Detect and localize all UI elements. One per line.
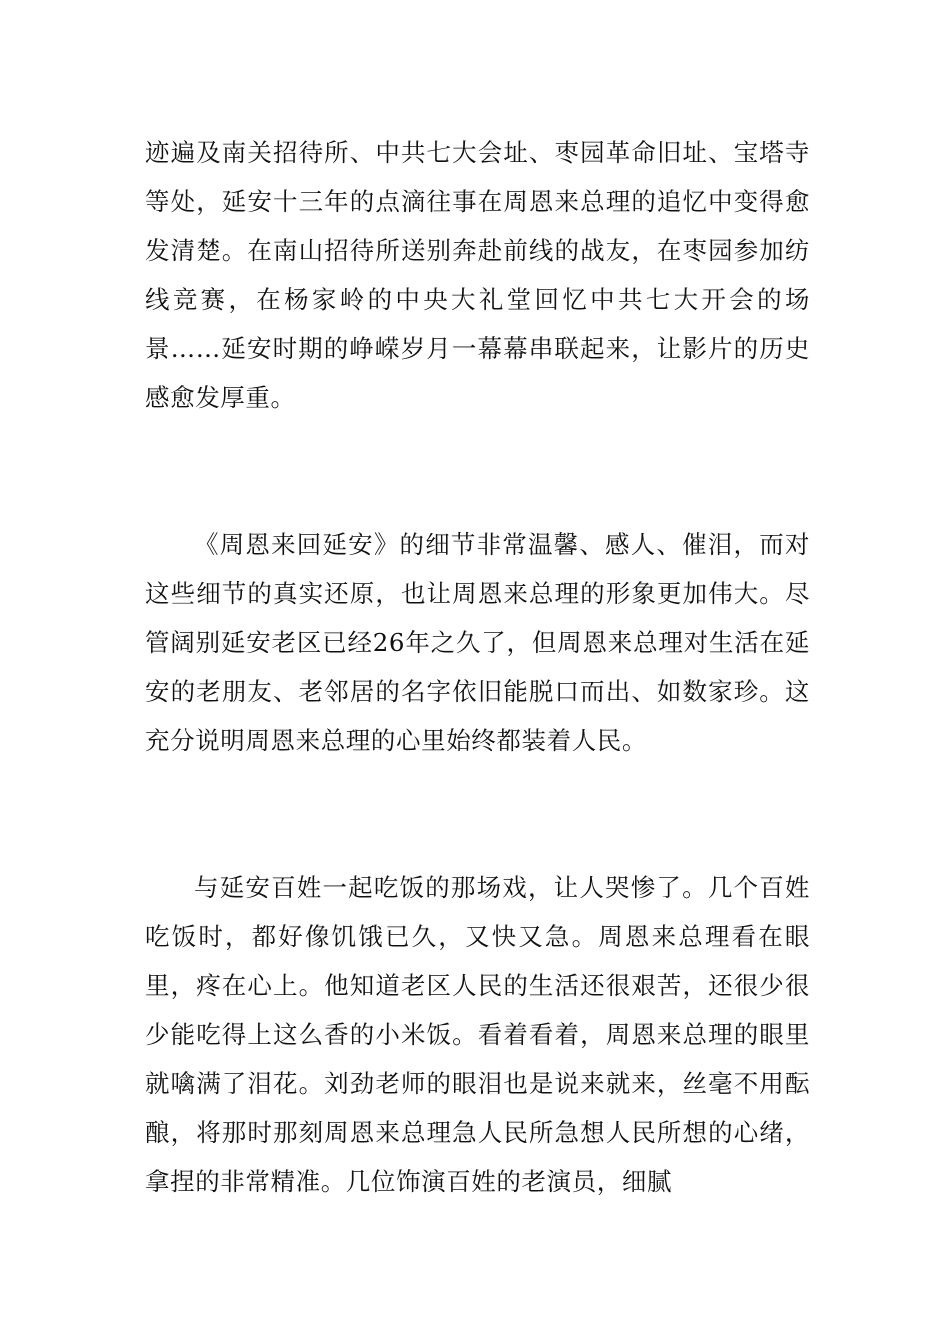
- document-body: [145, 128, 810, 1206]
- paragraph-gap: [145, 422, 810, 520]
- paragraph-2: 《周恩来回延安》的细节非常温馨、感人、催泪，而对这些细节的真实还原，也让周恩来总理的形象更加伟大。尽管阔别延安老区已经26年之久了，但周恩来总理对生活在延安的老朋友、老邻居的名字依旧能脱口而出、如数家珍。这充分说明周恩来总理的心里始终都装着人民。: [145, 530, 810, 755]
- paragraph-3: 与延安百姓一起吃饭的那场戏，让人哭惨了。几个百姓吃饭时，都好像饥饿已久，又快又急。周恩来总理看在眼里，疼在心上。他知道老区人民的生活还很艰苦，还很少很少能吃得上这么香的小米饭。看着看着，周恩来总理的眼里就噙满了泪花。刘劲老师的眼泪也是说来就来，丝毫不用酝酿，将那时那刻周恩来总理急人民所急想人民所想的心绪，拿捏的非常精准。几位饰演百姓的老演员，细腻: [145, 873, 810, 1196]
- paragraph-1: 迹遍及南关招待所、中共七大会址、枣园革命旧址、宝塔寺等处，延安十三年的点滴往事在周恩来总理的追忆中变得愈发清楚。在南山招待所送别奔赴前线的战友，在枣园参加纺线竞赛，在杨家岭的中央大礼堂回忆中共七大开会的场景……延安时期的峥嵘岁月一幕幕串联起来，让影片的历史感愈发厚重。: [145, 138, 810, 412]
- paragraph-gap: [145, 765, 810, 863]
